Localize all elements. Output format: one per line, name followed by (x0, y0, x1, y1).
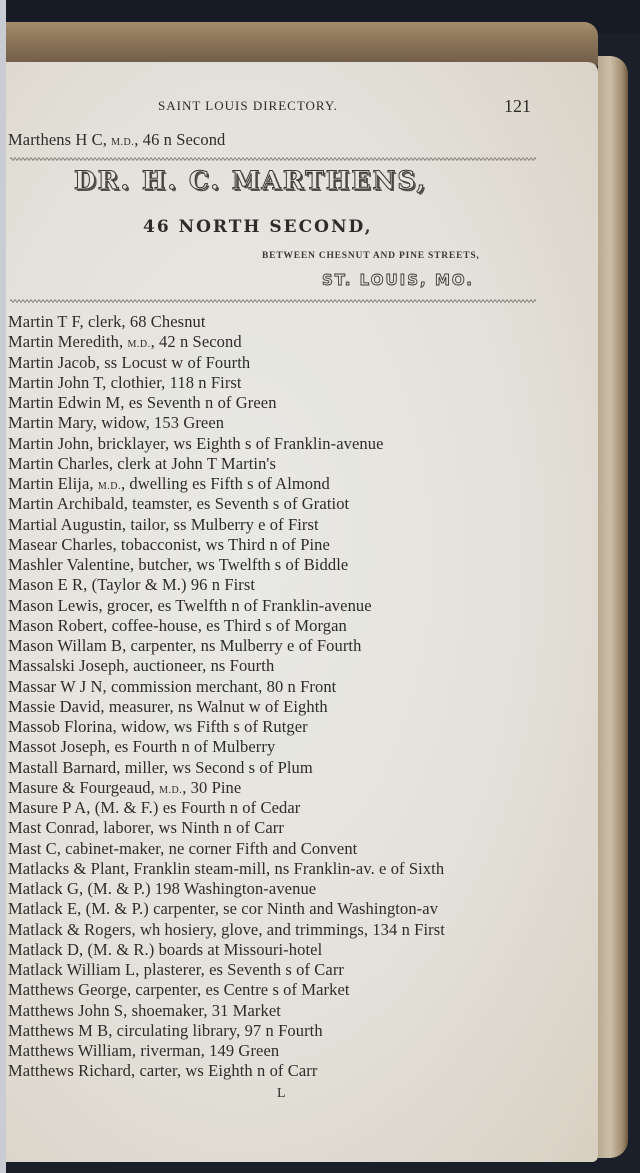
entry-text: Massar W J N, commission merchant, 80 n Front (8, 676, 337, 696)
entry-text: Martin Mary, widow, 153 Green (8, 413, 225, 433)
entry-text-rest: , 42 n Second (150, 332, 242, 352)
directory-entry (8, 960, 344, 980)
directory-entry (8, 859, 444, 879)
directory-entry-marthens (8, 130, 225, 150)
directory-entry (8, 373, 242, 393)
wavy-rule-bottom (10, 298, 536, 304)
entry-text: Massalski Joseph, auctioneer, ns Fourth (8, 656, 275, 676)
directory-entry (8, 494, 349, 514)
directory-entry (8, 899, 438, 919)
book-top-edge (6, 22, 598, 66)
entry-rest: , 46 n Second (134, 130, 226, 149)
entry-text-rest: , 30 Pine (182, 777, 242, 797)
entry-text: Mason Willam B, carpenter, ns Mulberry e of Fourth (8, 636, 362, 655)
entry-text: Martin Meredith, (8, 332, 128, 352)
entry-text: Massob Florina, widow, ws Fifth s of Rutger (8, 717, 308, 736)
directory-entry (8, 1001, 281, 1021)
entry-text: Matlack William L, plasterer, es Seventh s of Carr (8, 960, 345, 979)
directory-entry (8, 393, 277, 413)
entry-text: Matlack D, (M. & R.) boards at Missouri-hotel (8, 939, 323, 959)
directory-entry (8, 515, 319, 535)
directory-entry (8, 353, 250, 373)
directory-entry (8, 636, 361, 656)
entry-text-rest: , dwelling es Fifth s of Almond (120, 474, 330, 493)
directory-entry (8, 1021, 323, 1041)
directory-entry (8, 737, 275, 757)
wavy-rule-top (10, 156, 536, 162)
entry-text: Mason Robert, coffee-house, es Third s of Morgan (8, 615, 347, 635)
directory-entry (8, 454, 276, 474)
entry-text: Martin John, bricklayer, ws Eighth s of Franklin-avenue (8, 433, 384, 453)
entry-text: Matthews John S, shoemaker, 31 Market (8, 1000, 281, 1020)
ad-city: ST. LOUIS, MO. (322, 271, 474, 289)
directory-entry (8, 575, 255, 595)
directory-entry (8, 1061, 317, 1081)
directory-entry (8, 717, 308, 737)
directory-entry (8, 677, 336, 697)
directory-entry (8, 413, 224, 433)
entry-text: Matlack & Rogers, wh hosiery, glove, and trimmings, 134 n First (8, 919, 445, 939)
directory-entry (8, 616, 347, 636)
running-title: SAINT LOUIS DIRECTORY. (158, 98, 338, 113)
entry-title: M.D. (111, 137, 135, 148)
directory-entry (8, 697, 328, 717)
entry-text: Matlacks & Plant, Franklin steam-mill, ns Franklin-av. e of Sixth (8, 858, 445, 878)
entry-text: Masear Charles, tobacconist, ws Third n of Pine (8, 534, 330, 554)
directory-entry (8, 596, 372, 616)
directory-entry (8, 758, 313, 778)
entry-text: Mastall Barnard, miller, ws Second s of Plum (8, 757, 313, 777)
directory-entry (8, 1041, 279, 1061)
entry-text: Martial Augustin, tailor, ss Mulberry e of First (8, 514, 319, 534)
entry-text: Martin Elija, (8, 474, 98, 493)
directory-entry (8, 940, 322, 960)
directory-entry (8, 920, 445, 940)
entry-title: M.D. (159, 784, 183, 796)
page-number: 121 (504, 96, 531, 116)
directory-entry (8, 818, 284, 838)
entry-text: Massot Joseph, es Fourth n of Mulberry (8, 737, 276, 757)
signature-mark: L (277, 1086, 286, 1101)
entry-text: Matlack E, (M. & P.) carpenter, se cor Ninth and Washington-av (8, 899, 439, 919)
directory-entry (8, 474, 330, 494)
entry-text: Matlack G, (M. & P.) 198 Washington-avenue (8, 879, 317, 898)
directory-entry (8, 434, 384, 454)
entry-text: Martin John T, clothier, 118 n First (8, 372, 242, 392)
entry-text: Mason Lewis, grocer, es Twelfth n of Franklin-avenue (8, 595, 372, 615)
entry-text: Martin T F, clerk, 68 Chesnut (8, 312, 206, 331)
entry-text: Martin Charles, clerk at John T Martin's (8, 453, 277, 473)
directory-entry (8, 798, 300, 818)
directory-entry (8, 879, 316, 899)
entry-name: Marthens H C, (8, 130, 112, 149)
entry-text: Matthews Richard, carter, ws Eighth n of Carr (8, 1061, 318, 1081)
scan-background-bottom (6, 1162, 640, 1173)
entry-text: Martin Archibald, teamster, es Seventh s of Gratiot (8, 494, 350, 514)
entry-text: Matthews William, riverman, 149 Green (8, 1041, 280, 1060)
entry-text: Mast C, cabinet-maker, ne corner Fifth and Convent (8, 838, 358, 858)
entry-text: Matthews M B, circulating library, 97 n Fourth (8, 1020, 323, 1040)
directory-entry (8, 312, 206, 332)
entry-title: M.D. (97, 481, 121, 492)
entry-text: Mason E R, (Taylor & M.) 96 n First (8, 575, 256, 595)
entry-text: Matthews George, carpenter, es Centre s of Market (8, 980, 350, 1000)
entry-text: Mashler Valentine, butcher, ws Twelfth s of Biddle (8, 555, 349, 574)
ad-doctor-name: DR. H. C. MARTHENS, (74, 166, 428, 195)
directory-entry (8, 656, 274, 676)
entry-text: Martin Jacob, ss Locust w of Fourth (8, 352, 251, 372)
entry-text: Massie David, measurer, ns Walnut w of Eighth (8, 696, 328, 716)
directory-page (6, 62, 598, 1162)
directory-entry (8, 980, 350, 1000)
entry-text: Martin Edwin M, es Seventh n of Green (8, 393, 277, 412)
directory-entry (8, 778, 241, 798)
entry-text: Mast Conrad, laborer, ws Ninth n of Carr (8, 818, 284, 838)
entry-text: Masure P A, (M. & F.) es Fourth n of Cedar (8, 798, 301, 817)
directory-entry (8, 555, 348, 575)
entry-text: Masure & Fourgeaud, (8, 777, 160, 797)
ad-between-streets: BETWEEN CHESNUT AND PINE STREETS, (262, 251, 480, 261)
directory-entry (8, 839, 357, 859)
entry-title: M.D. (127, 339, 151, 351)
book-fore-edge (598, 56, 628, 1158)
directory-entry (8, 535, 330, 555)
directory-entry (8, 332, 242, 352)
ad-address: 46 NORTH SECOND, (143, 217, 373, 237)
